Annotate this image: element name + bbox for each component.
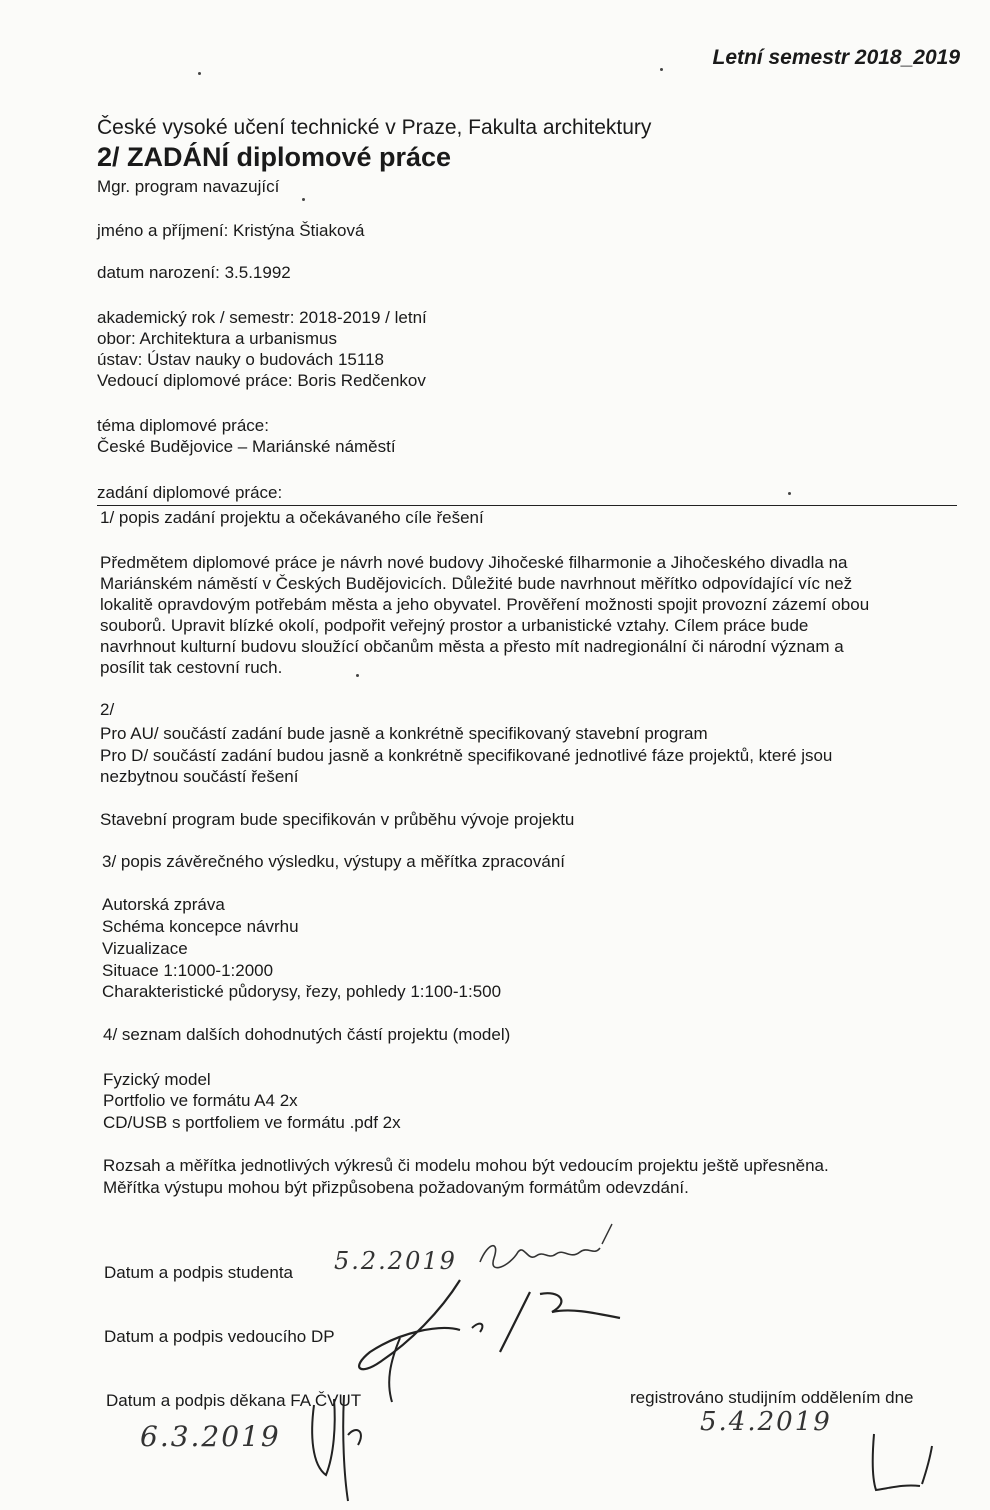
list-item: Autorská zpráva [102, 895, 225, 914]
section2-line: Pro AU/ součástí zadání bude jasně a konkrétně specifikovaný stavební program [100, 724, 708, 743]
list-item: Schéma koncepce návrhu [102, 917, 299, 936]
semester-label: Letní semestr 2018_2019 [712, 46, 960, 69]
section1-heading: 1/ popis zadání projektu a očekávaného cíle řešení [100, 508, 484, 527]
registry-label: registrováno studijním oddělením dne [630, 1388, 914, 1407]
assignment-divider [97, 505, 957, 506]
student-signature-label: Datum a podpis studenta [104, 1263, 294, 1282]
topic-label: téma diplomové práce: [97, 416, 269, 435]
section4-heading: 4/ seznam dalších dohodnutých částí projektu (model) [103, 1025, 511, 1044]
registry-date: 5.4.2019 [700, 1407, 832, 1437]
section1-line: Předmětem diplomové práce je návrh nové budovy Jihočeské filharmonie a Jihočeského divadla na [100, 553, 848, 572]
academic-year: akademický rok / semestr: 2018-2019 / letní [97, 308, 427, 327]
field-of-study: obor: Architektura a urbanismus [97, 329, 338, 348]
scan-speck [788, 492, 791, 495]
list-item: Portfolio ve formátu A4 2x [103, 1091, 298, 1110]
section2-line: Pro D/ součástí zadání budou jasně a konkrétně specifikované jednotlivé fáze projektů, které jsou [100, 746, 833, 765]
topic-value: České Budějovice – Mariánské náměstí [97, 437, 396, 456]
dean-signature-label: Datum a podpis děkana FA ČVUT [106, 1391, 362, 1410]
birth-date: datum narození: 3.5.1992 [97, 263, 291, 282]
scan-speck [660, 68, 663, 71]
scan-speck [302, 198, 305, 201]
list-item: Charakteristické půdorysy, řezy, pohledy 1:100-1:500 [102, 982, 502, 1001]
section1-line: navrhnout kulturní budovu sloužící občanům města a přesto mít nadregionální či národní význam a [100, 637, 844, 656]
student-name: jméno a příjmení: Kristýna Štiaková [97, 221, 365, 240]
section2-heading: 2/ [100, 700, 115, 719]
supervisor-signature-label: Datum a podpis vedoucího DP [104, 1327, 335, 1346]
list-item: Vizualizace [102, 939, 188, 958]
section2-line: nezbytnou součástí řešení [100, 767, 299, 786]
section1-line: souborů. Upravit blízké okolí, podpořit veřejný prostor a urbanistické vztahy. Cílem práce bude [100, 616, 809, 635]
program-type: Mgr. program navazující [97, 177, 280, 196]
scan-speck [198, 72, 201, 75]
section1-line: posílit tak cestovní ruch. [100, 658, 283, 677]
section1-line: lokalitě opravdovým potřebám města a jeho obyvatel. Prověření možnosti spojit provozní zázemí obou [100, 595, 870, 614]
university-name: České vysoké učení technické v Praze, Fakulta architektury [97, 116, 652, 139]
section1-line: Mariánském náměstí v Českých Budějovicích. Důležité bude navrhnout měřítko odpovídající víc než [100, 574, 853, 593]
section3-heading: 3/ popis závěrečného výsledku, výstupy a měřítka zpracování [102, 852, 566, 871]
assignment-label: zadání diplomové práce: [97, 483, 283, 502]
dean-signature [300, 1375, 380, 1505]
institute: ústav: Ústav nauky o budovách 15118 [97, 350, 384, 369]
document-title: 2/ ZADÁNÍ diplomové práce [97, 142, 452, 172]
section2-note: Stavební program bude specifikován v průběhu vývoje projektu [100, 810, 575, 829]
closing-line: Rozsah a měřítka jednotlivých výkresů či modelu mohou být vedoucím projektu ještě upřesněna. [103, 1156, 829, 1175]
supervisor: Vedoucí diplomové práce: Boris Redčenkov [97, 371, 426, 390]
scan-speck [356, 674, 359, 677]
supervisor-signature [340, 1272, 640, 1412]
list-item: Situace 1:1000-1:2000 [102, 961, 274, 980]
closing-line: Měřítka výstupu mohou být přizpůsobena požadovaným formátům odevzdání. [103, 1178, 689, 1197]
registry-signature [860, 1428, 950, 1498]
list-item: CD/USB s portfoliem ve formátu .pdf 2x [103, 1113, 401, 1132]
dean-signature-date: 6.3.2019 [140, 1420, 281, 1453]
student-signature-date: 5.2.2019 [334, 1247, 457, 1275]
list-item: Fyzický model [103, 1070, 211, 1089]
